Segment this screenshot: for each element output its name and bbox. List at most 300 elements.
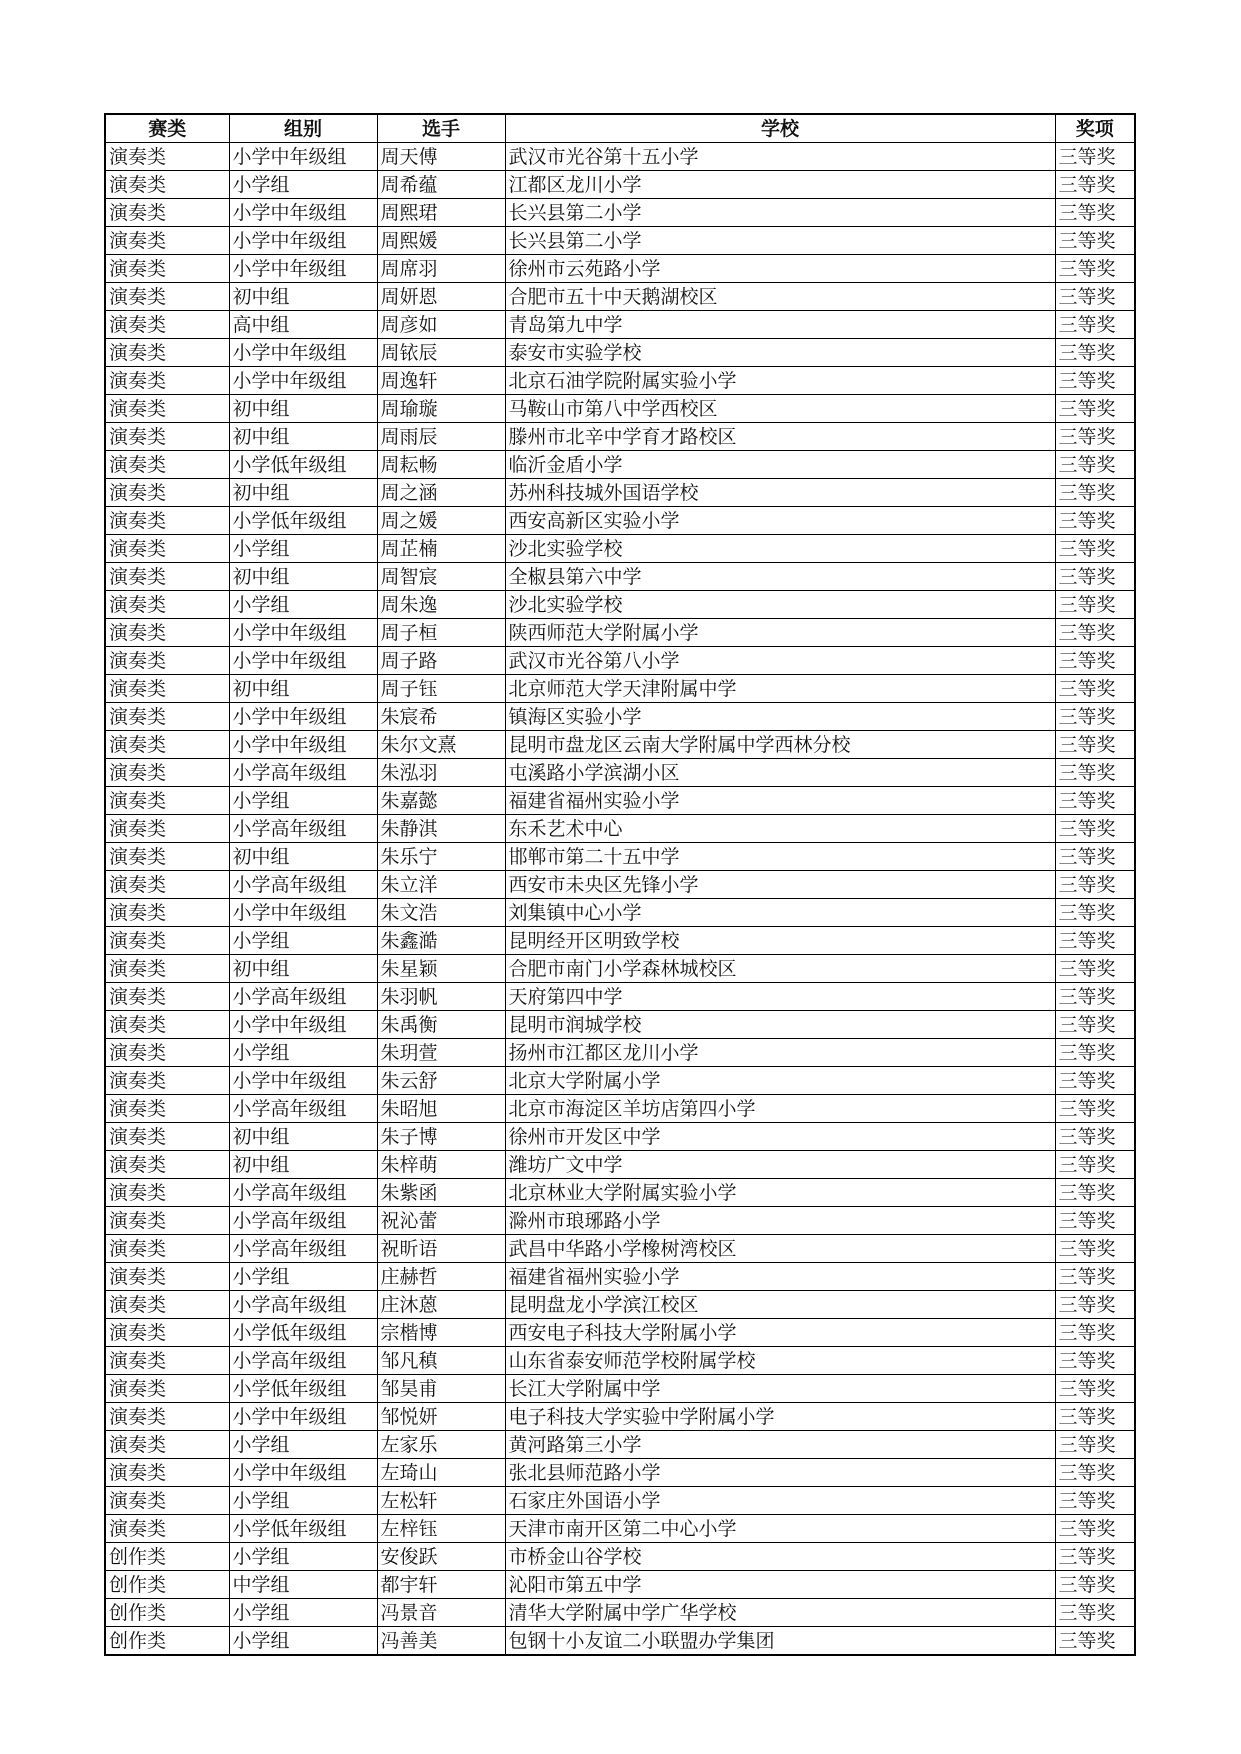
cell-award: 三等奖: [1055, 1151, 1135, 1179]
cell-group: 小学中年级组: [229, 199, 377, 227]
cell-school: 临沂金盾小学: [505, 451, 1055, 479]
cell-award: 三等奖: [1055, 1459, 1135, 1487]
cell-category: 演奏类: [105, 199, 229, 227]
cell-group: 中学组: [229, 1571, 377, 1599]
header-school: 学校: [505, 114, 1055, 143]
cell-award: 三等奖: [1055, 591, 1135, 619]
table-row: [105, 1347, 1135, 1375]
cell-category: 演奏类: [105, 1263, 229, 1291]
cell-award: 三等奖: [1055, 423, 1135, 451]
cell-category: 演奏类: [105, 1011, 229, 1039]
cell-group: 小学组: [229, 1543, 377, 1571]
cell-school: 市桥金山谷学校: [505, 1543, 1055, 1571]
cell-player: 朱乐宁: [377, 843, 505, 871]
cell-award: 三等奖: [1055, 927, 1135, 955]
cell-category: 演奏类: [105, 675, 229, 703]
table-row: [105, 199, 1135, 227]
cell-category: 演奏类: [105, 983, 229, 1011]
cell-group: 小学中年级组: [229, 619, 377, 647]
cell-award: 三等奖: [1055, 1011, 1135, 1039]
cell-award: 三等奖: [1055, 171, 1135, 199]
cell-player: 冯景音: [377, 1599, 505, 1627]
table-row: [105, 283, 1135, 311]
cell-category: 演奏类: [105, 1487, 229, 1515]
cell-player: 朱玥萱: [377, 1039, 505, 1067]
cell-group: 初中组: [229, 1151, 377, 1179]
cell-award: 三等奖: [1055, 815, 1135, 843]
cell-player: 周芷楠: [377, 535, 505, 563]
cell-award: 三等奖: [1055, 843, 1135, 871]
cell-school: 昆明经开区明致学校: [505, 927, 1055, 955]
cell-category: 演奏类: [105, 1235, 229, 1263]
cell-award: 三等奖: [1055, 451, 1135, 479]
cell-school: 昆明盘龙小学滨江校区: [505, 1291, 1055, 1319]
cell-award: 三等奖: [1055, 1375, 1135, 1403]
table-row: [105, 647, 1135, 675]
cell-school: 天津市南开区第二中心小学: [505, 1515, 1055, 1543]
table-row: [105, 479, 1135, 507]
cell-award: 三等奖: [1055, 1431, 1135, 1459]
cell-school: 合肥市南门小学森林城校区: [505, 955, 1055, 983]
cell-school: 武汉市光谷第十五小学: [505, 143, 1055, 171]
cell-school: 北京市海淀区羊坊店第四小学: [505, 1095, 1055, 1123]
cell-player: 朱宸希: [377, 703, 505, 731]
cell-category: 演奏类: [105, 255, 229, 283]
cell-category: 演奏类: [105, 1431, 229, 1459]
cell-award: 三等奖: [1055, 339, 1135, 367]
cell-player: 朱梓萌: [377, 1151, 505, 1179]
cell-player: 周之媛: [377, 507, 505, 535]
cell-award: 三等奖: [1055, 563, 1135, 591]
cell-award: 三等奖: [1055, 759, 1135, 787]
cell-player: 周子钰: [377, 675, 505, 703]
table-row: [105, 1095, 1135, 1123]
cell-award: 三等奖: [1055, 1291, 1135, 1319]
cell-school: 刘集镇中心小学: [505, 899, 1055, 927]
cell-award: 三等奖: [1055, 479, 1135, 507]
cell-category: 演奏类: [105, 535, 229, 563]
table-row: [105, 899, 1135, 927]
cell-category: 创作类: [105, 1543, 229, 1571]
cell-school: 徐州市开发区中学: [505, 1123, 1055, 1151]
cell-award: 三等奖: [1055, 1179, 1135, 1207]
cell-group: 初中组: [229, 563, 377, 591]
cell-player: 朱尔文熹: [377, 731, 505, 759]
cell-award: 三等奖: [1055, 1487, 1135, 1515]
table-row: [105, 843, 1135, 871]
cell-award: 三等奖: [1055, 983, 1135, 1011]
table-row: [105, 1599, 1135, 1627]
header-group: 组别: [229, 114, 377, 143]
cell-player: 周耘畅: [377, 451, 505, 479]
table-row: [105, 1487, 1135, 1515]
cell-player: 左梓钰: [377, 1515, 505, 1543]
table-row: [105, 255, 1135, 283]
cell-group: 小学中年级组: [229, 703, 377, 731]
cell-player: 朱静淇: [377, 815, 505, 843]
cell-school: 青岛第九中学: [505, 311, 1055, 339]
table-row: [105, 339, 1135, 367]
cell-player: 朱云舒: [377, 1067, 505, 1095]
cell-category: 演奏类: [105, 1095, 229, 1123]
cell-award: 三等奖: [1055, 647, 1135, 675]
cell-school: 沙北实验学校: [505, 591, 1055, 619]
cell-award: 三等奖: [1055, 1263, 1135, 1291]
cell-category: 演奏类: [105, 1403, 229, 1431]
cell-group: 小学高年级组: [229, 1095, 377, 1123]
cell-category: 演奏类: [105, 311, 229, 339]
cell-school: 苏州科技城外国语学校: [505, 479, 1055, 507]
table-row: [105, 395, 1135, 423]
table-row: [105, 1571, 1135, 1599]
cell-school: 西安市未央区先锋小学: [505, 871, 1055, 899]
cell-player: 祝昕语: [377, 1235, 505, 1263]
cell-player: 朱嘉懿: [377, 787, 505, 815]
cell-player: 周之涵: [377, 479, 505, 507]
cell-player: 周雨辰: [377, 423, 505, 451]
cell-group: 初中组: [229, 395, 377, 423]
cell-group: 小学低年级组: [229, 1515, 377, 1543]
cell-group: 小学中年级组: [229, 647, 377, 675]
cell-award: 三等奖: [1055, 535, 1135, 563]
cell-category: 创作类: [105, 1599, 229, 1627]
cell-award: 三等奖: [1055, 143, 1135, 171]
table-row: [105, 927, 1135, 955]
cell-player: 冯善美: [377, 1627, 505, 1656]
cell-group: 小学中年级组: [229, 1067, 377, 1095]
table-row: [105, 983, 1135, 1011]
cell-school: 北京林业大学附属实验小学: [505, 1179, 1055, 1207]
cell-group: 小学中年级组: [229, 899, 377, 927]
table-row: [105, 591, 1135, 619]
cell-group: 小学中年级组: [229, 339, 377, 367]
table-row: [105, 675, 1135, 703]
cell-category: 演奏类: [105, 143, 229, 171]
cell-category: 演奏类: [105, 1039, 229, 1067]
cell-school: 滁州市琅琊路小学: [505, 1207, 1055, 1235]
cell-player: 朱紫函: [377, 1179, 505, 1207]
cell-group: 小学组: [229, 1599, 377, 1627]
cell-school: 北京石油学院附属实验小学: [505, 367, 1055, 395]
cell-category: 演奏类: [105, 843, 229, 871]
table-row: [105, 563, 1135, 591]
table-row: [105, 1151, 1135, 1179]
cell-player: 周熙珺: [377, 199, 505, 227]
cell-school: 潍坊广文中学: [505, 1151, 1055, 1179]
cell-school: 黄河路第三小学: [505, 1431, 1055, 1459]
cell-category: 演奏类: [105, 1151, 229, 1179]
cell-category: 创作类: [105, 1627, 229, 1656]
cell-school: 屯溪路小学滨湖小区: [505, 759, 1055, 787]
cell-group: 小学中年级组: [229, 255, 377, 283]
cell-group: 小学高年级组: [229, 1207, 377, 1235]
cell-player: 周铱辰: [377, 339, 505, 367]
cell-school: 东禾艺术中心: [505, 815, 1055, 843]
cell-player: 周瑜璇: [377, 395, 505, 423]
cell-school: 天府第四中学: [505, 983, 1055, 1011]
cell-group: 小学组: [229, 171, 377, 199]
cell-award: 三等奖: [1055, 1207, 1135, 1235]
cell-player: 周彦如: [377, 311, 505, 339]
cell-group: 初中组: [229, 283, 377, 311]
cell-player: 都宇轩: [377, 1571, 505, 1599]
cell-category: 演奏类: [105, 1067, 229, 1095]
cell-award: 三等奖: [1055, 1095, 1135, 1123]
cell-category: 演奏类: [105, 955, 229, 983]
cell-player: 周朱逸: [377, 591, 505, 619]
cell-group: 小学中年级组: [229, 731, 377, 759]
cell-player: 宗楷博: [377, 1319, 505, 1347]
cell-award: 三等奖: [1055, 395, 1135, 423]
cell-school: 武汉市光谷第八小学: [505, 647, 1055, 675]
table-row: [105, 1431, 1135, 1459]
cell-award: 三等奖: [1055, 1039, 1135, 1067]
cell-group: 小学组: [229, 591, 377, 619]
table-row: [105, 1123, 1135, 1151]
table-row: [105, 1011, 1135, 1039]
cell-group: 小学低年级组: [229, 1375, 377, 1403]
cell-player: 朱泓羽: [377, 759, 505, 787]
cell-school: 张北县师范路小学: [505, 1459, 1055, 1487]
cell-category: 演奏类: [105, 1319, 229, 1347]
cell-group: 初中组: [229, 423, 377, 451]
cell-player: 庄沐蒽: [377, 1291, 505, 1319]
cell-player: 左琦山: [377, 1459, 505, 1487]
cell-school: 陕西师范大学附属小学: [505, 619, 1055, 647]
cell-award: 三等奖: [1055, 1571, 1135, 1599]
cell-category: 演奏类: [105, 1291, 229, 1319]
cell-school: 北京大学附属小学: [505, 1067, 1055, 1095]
cell-group: 小学组: [229, 535, 377, 563]
cell-group: 小学高年级组: [229, 815, 377, 843]
cell-school: 长兴县第二小学: [505, 199, 1055, 227]
table-row: [105, 1067, 1135, 1095]
award-table: [104, 113, 1136, 1656]
cell-category: 演奏类: [105, 479, 229, 507]
cell-category: 演奏类: [105, 423, 229, 451]
cell-category: 演奏类: [105, 1459, 229, 1487]
table-row: [105, 787, 1135, 815]
cell-school: 石家庄外国语小学: [505, 1487, 1055, 1515]
cell-player: 朱立洋: [377, 871, 505, 899]
table-row: [105, 1039, 1135, 1067]
table-row: [105, 311, 1135, 339]
cell-player: 朱羽帆: [377, 983, 505, 1011]
cell-category: 演奏类: [105, 1207, 229, 1235]
cell-category: 演奏类: [105, 1347, 229, 1375]
cell-school: 江都区龙川小学: [505, 171, 1055, 199]
cell-category: 演奏类: [105, 703, 229, 731]
cell-category: 演奏类: [105, 731, 229, 759]
cell-group: 初中组: [229, 843, 377, 871]
table-row: [105, 535, 1135, 563]
header-row: [105, 114, 1135, 143]
cell-category: 演奏类: [105, 619, 229, 647]
cell-group: 高中组: [229, 311, 377, 339]
cell-school: 包钢十小友谊二小联盟办学集团: [505, 1627, 1055, 1656]
cell-group: 小学中年级组: [229, 1459, 377, 1487]
cell-group: 小学低年级组: [229, 451, 377, 479]
cell-school: 全椒县第六中学: [505, 563, 1055, 591]
cell-category: 演奏类: [105, 815, 229, 843]
cell-group: 小学高年级组: [229, 1179, 377, 1207]
cell-category: 演奏类: [105, 367, 229, 395]
cell-group: 小学高年级组: [229, 759, 377, 787]
cell-award: 三等奖: [1055, 227, 1135, 255]
cell-category: 演奏类: [105, 283, 229, 311]
cell-award: 三等奖: [1055, 367, 1135, 395]
cell-category: 演奏类: [105, 759, 229, 787]
cell-category: 演奏类: [105, 899, 229, 927]
cell-award: 三等奖: [1055, 1403, 1135, 1431]
cell-school: 昆明市盘龙区云南大学附属中学西林分校: [505, 731, 1055, 759]
cell-group: 小学组: [229, 1263, 377, 1291]
table-row: [105, 759, 1135, 787]
cell-school: 武昌中华路小学橡树湾校区: [505, 1235, 1055, 1263]
cell-school: 徐州市云苑路小学: [505, 255, 1055, 283]
cell-school: 福建省福州实验小学: [505, 787, 1055, 815]
cell-school: 西安电子科技大学附属小学: [505, 1319, 1055, 1347]
cell-category: 演奏类: [105, 647, 229, 675]
cell-award: 三等奖: [1055, 311, 1135, 339]
cell-school: 昆明市润城学校: [505, 1011, 1055, 1039]
cell-award: 三等奖: [1055, 1123, 1135, 1151]
cell-player: 周希蕴: [377, 171, 505, 199]
cell-category: 演奏类: [105, 927, 229, 955]
cell-award: 三等奖: [1055, 1235, 1135, 1263]
cell-group: 小学中年级组: [229, 1011, 377, 1039]
cell-award: 三等奖: [1055, 619, 1135, 647]
cell-award: 三等奖: [1055, 955, 1135, 983]
cell-player: 邹凡稹: [377, 1347, 505, 1375]
cell-award: 三等奖: [1055, 703, 1135, 731]
cell-school: 扬州市江都区龙川小学: [505, 1039, 1055, 1067]
table-row: [105, 1207, 1135, 1235]
cell-award: 三等奖: [1055, 1067, 1135, 1095]
table-row: [105, 1515, 1135, 1543]
cell-award: 三等奖: [1055, 1515, 1135, 1543]
cell-category: 创作类: [105, 1571, 229, 1599]
cell-category: 演奏类: [105, 591, 229, 619]
cell-player: 周妍恩: [377, 283, 505, 311]
cell-school: 泰安市实验学校: [505, 339, 1055, 367]
cell-player: 朱禹衡: [377, 1011, 505, 1039]
cell-group: 小学中年级组: [229, 143, 377, 171]
table-row: [105, 871, 1135, 899]
cell-group: 小学高年级组: [229, 1235, 377, 1263]
cell-category: 演奏类: [105, 1179, 229, 1207]
cell-player: 朱文浩: [377, 899, 505, 927]
cell-award: 三等奖: [1055, 1319, 1135, 1347]
cell-award: 三等奖: [1055, 871, 1135, 899]
cell-group: 初中组: [229, 955, 377, 983]
table-row: [105, 1403, 1135, 1431]
cell-category: 演奏类: [105, 787, 229, 815]
cell-player: 周天傅: [377, 143, 505, 171]
cell-category: 演奏类: [105, 871, 229, 899]
header-player: 选手: [377, 114, 505, 143]
cell-award: 三等奖: [1055, 283, 1135, 311]
cell-school: 电子科技大学实验中学附属小学: [505, 1403, 1055, 1431]
cell-player: 周子桓: [377, 619, 505, 647]
table-body: [105, 143, 1135, 1656]
table-row: [105, 1319, 1135, 1347]
table-row: [105, 955, 1135, 983]
table-row: [105, 227, 1135, 255]
header-category: 赛类: [105, 114, 229, 143]
cell-player: 祝沁蕾: [377, 1207, 505, 1235]
table-row: [105, 815, 1135, 843]
cell-award: 三等奖: [1055, 675, 1135, 703]
cell-player: 周智宸: [377, 563, 505, 591]
table-row: [105, 703, 1135, 731]
cell-player: 朱子博: [377, 1123, 505, 1151]
cell-category: 演奏类: [105, 1515, 229, 1543]
cell-award: 三等奖: [1055, 899, 1135, 927]
cell-school: 沙北实验学校: [505, 535, 1055, 563]
cell-school: 长兴县第二小学: [505, 227, 1055, 255]
cell-group: 小学高年级组: [229, 871, 377, 899]
cell-group: 小学高年级组: [229, 1347, 377, 1375]
cell-school: 西安高新区实验小学: [505, 507, 1055, 535]
cell-award: 三等奖: [1055, 1543, 1135, 1571]
cell-group: 小学高年级组: [229, 983, 377, 1011]
table-row: [105, 1235, 1135, 1263]
cell-player: 左家乐: [377, 1431, 505, 1459]
table-row: [105, 1291, 1135, 1319]
table-row: [105, 423, 1135, 451]
cell-school: 滕州市北辛中学育才路校区: [505, 423, 1055, 451]
table-row: [105, 367, 1135, 395]
cell-award: 三等奖: [1055, 1347, 1135, 1375]
cell-group: 小学低年级组: [229, 1319, 377, 1347]
table-row: [105, 143, 1135, 171]
cell-player: 庄赫哲: [377, 1263, 505, 1291]
cell-player: 周席羽: [377, 255, 505, 283]
cell-group: 小学组: [229, 1627, 377, 1656]
cell-category: 演奏类: [105, 507, 229, 535]
cell-award: 三等奖: [1055, 255, 1135, 283]
cell-group: 小学中年级组: [229, 227, 377, 255]
table-row: [105, 619, 1135, 647]
cell-category: 演奏类: [105, 1123, 229, 1151]
table-row: [105, 1459, 1135, 1487]
cell-category: 演奏类: [105, 227, 229, 255]
table-row: [105, 731, 1135, 759]
cell-school: 清华大学附属中学广华学校: [505, 1599, 1055, 1627]
cell-award: 三等奖: [1055, 731, 1135, 759]
cell-school: 北京师范大学天津附属中学: [505, 675, 1055, 703]
table-row: [105, 507, 1135, 535]
cell-category: 演奏类: [105, 395, 229, 423]
cell-player: 周子路: [377, 647, 505, 675]
cell-category: 演奏类: [105, 1375, 229, 1403]
cell-group: 小学组: [229, 1039, 377, 1067]
cell-player: 邹昊甫: [377, 1375, 505, 1403]
cell-category: 演奏类: [105, 339, 229, 367]
cell-category: 演奏类: [105, 171, 229, 199]
header-award: 奖项: [1055, 114, 1135, 143]
cell-group: 初中组: [229, 479, 377, 507]
cell-player: 邹悦妍: [377, 1403, 505, 1431]
cell-player: 周逸轩: [377, 367, 505, 395]
cell-award: 三等奖: [1055, 1599, 1135, 1627]
table-row: [105, 1179, 1135, 1207]
cell-group: 小学组: [229, 927, 377, 955]
cell-group: 小学高年级组: [229, 1291, 377, 1319]
cell-group: 小学组: [229, 787, 377, 815]
table-row: [105, 171, 1135, 199]
